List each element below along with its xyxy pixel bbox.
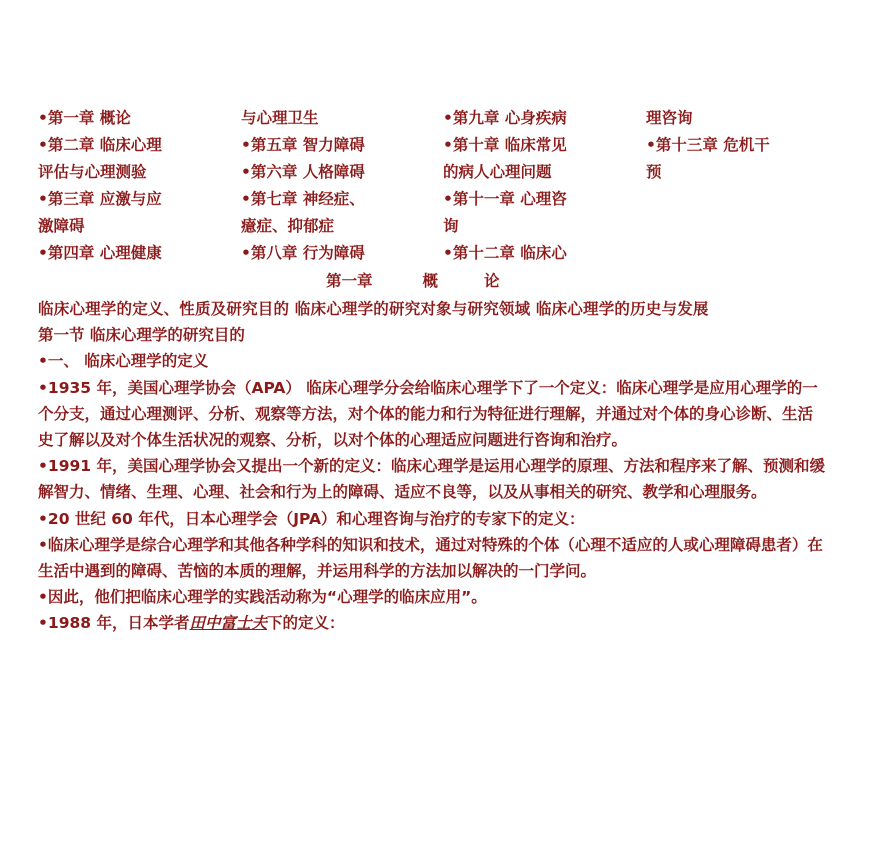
toc-line: 预 <box>646 163 662 181</box>
toc-line: •第四章 心理健康 <box>38 244 162 262</box>
toc-column-2 <box>241 105 431 267</box>
subsection-title: •一、 临床心理学的定义 <box>38 352 209 371</box>
toc-line: 与心理卫生 <box>241 109 319 127</box>
paragraph-1935-definition: •1935 年，美国心理学协会（APA） 临床心理学分会给临床心理学下了一个定义：临床心理学是应用心理学的一个分支，通过心理测评、分析、观察等方法，对个体的能力和行为特征进行理解，并通过对个体的身心诊断、生活史了解以及对个体生活状况的观察、分析，以对个体的心理适应问题进行咨询和治疗。 <box>38 378 818 450</box>
toc-line: •第三章 应激与应 <box>38 190 162 208</box>
chapter-topics: 临床心理学的定义、性质及研究目的 临床心理学的研究对象与研究领域 临床心理学的历史与发展 <box>38 300 709 318</box>
toc-column-1 <box>38 105 228 267</box>
toc-line: 激障碍 <box>38 217 85 235</box>
chapter-number: 第一章 <box>326 272 373 290</box>
paragraph-1988-suffix: 下的定义： <box>266 614 345 633</box>
main-content <box>38 296 828 637</box>
toc-line: •第一章 概论 <box>38 109 131 127</box>
toc-line: 评估与心理测验 <box>38 163 147 181</box>
paragraph-jpa-definition: •临床心理学是综合心理学和其他各种学科的知识和技术，通过对特殊的个体（心理不适应的人或心理障碍患者）在生活中遇到的障碍、苦恼的本质的理解，并运用科学的方法加以解决的一门学问。 <box>38 535 823 581</box>
toc-line: •第十一章 心理咨 <box>443 190 567 208</box>
toc-line: •第五章 智力障碍 <box>241 136 365 154</box>
paragraph-1991-definition: •1991 年，美国心理学协会又提出一个新的定义：临床心理学是运用心理学的原理、方法和程序来了解、预测和缓解智力、情绪、生理、心理、社会和行为上的障碍、适应不良等，以及从事相关的研究、教学和心理服务。 <box>38 457 825 502</box>
toc-line: •第十二章 临床心 <box>443 244 567 262</box>
toc-line: 理咨询 <box>646 109 693 127</box>
table-of-contents <box>38 105 838 290</box>
chapter-title-char-2: 论 <box>484 272 500 290</box>
toc-line: •第六章 人格障碍 <box>241 163 365 181</box>
paragraph-1988-definition <box>38 610 828 636</box>
toc-line: •第十三章 危机干 <box>646 136 770 154</box>
scholar-name: 田中富士夫 <box>189 614 267 633</box>
paragraph-clinical-application: •因此，他们把临床心理学的实践活动称为“心理学的临床应用”。 <box>38 588 487 607</box>
toc-line: •第十章 临床常见 <box>443 136 567 154</box>
toc-line: •第二章 临床心理 <box>38 136 162 154</box>
chapter-title <box>326 268 500 295</box>
toc-line: 癔症、抑郁症 <box>241 217 335 235</box>
toc-line: 询 <box>443 217 459 235</box>
chapter-title-char-1: 概 <box>422 272 439 290</box>
paragraph-jpa-definition-intro: •20 世纪 60 年代，日本心理学会（JPA）和心理咨询与治疗的专家下的定义： <box>38 509 585 528</box>
section-title: 第一节 临床心理学的研究目的 <box>38 326 245 345</box>
toc-column-3 <box>443 105 633 267</box>
toc-line: 的病人心理问题 <box>443 163 552 181</box>
toc-line: •第八章 行为障碍 <box>241 244 365 262</box>
toc-line: •第七章 神经症、 <box>241 190 365 208</box>
toc-line: •第九章 心身疾病 <box>443 109 567 127</box>
toc-column-4 <box>646 105 836 186</box>
paragraph-1988-prefix: •1988 年，日本学者 <box>38 614 190 633</box>
